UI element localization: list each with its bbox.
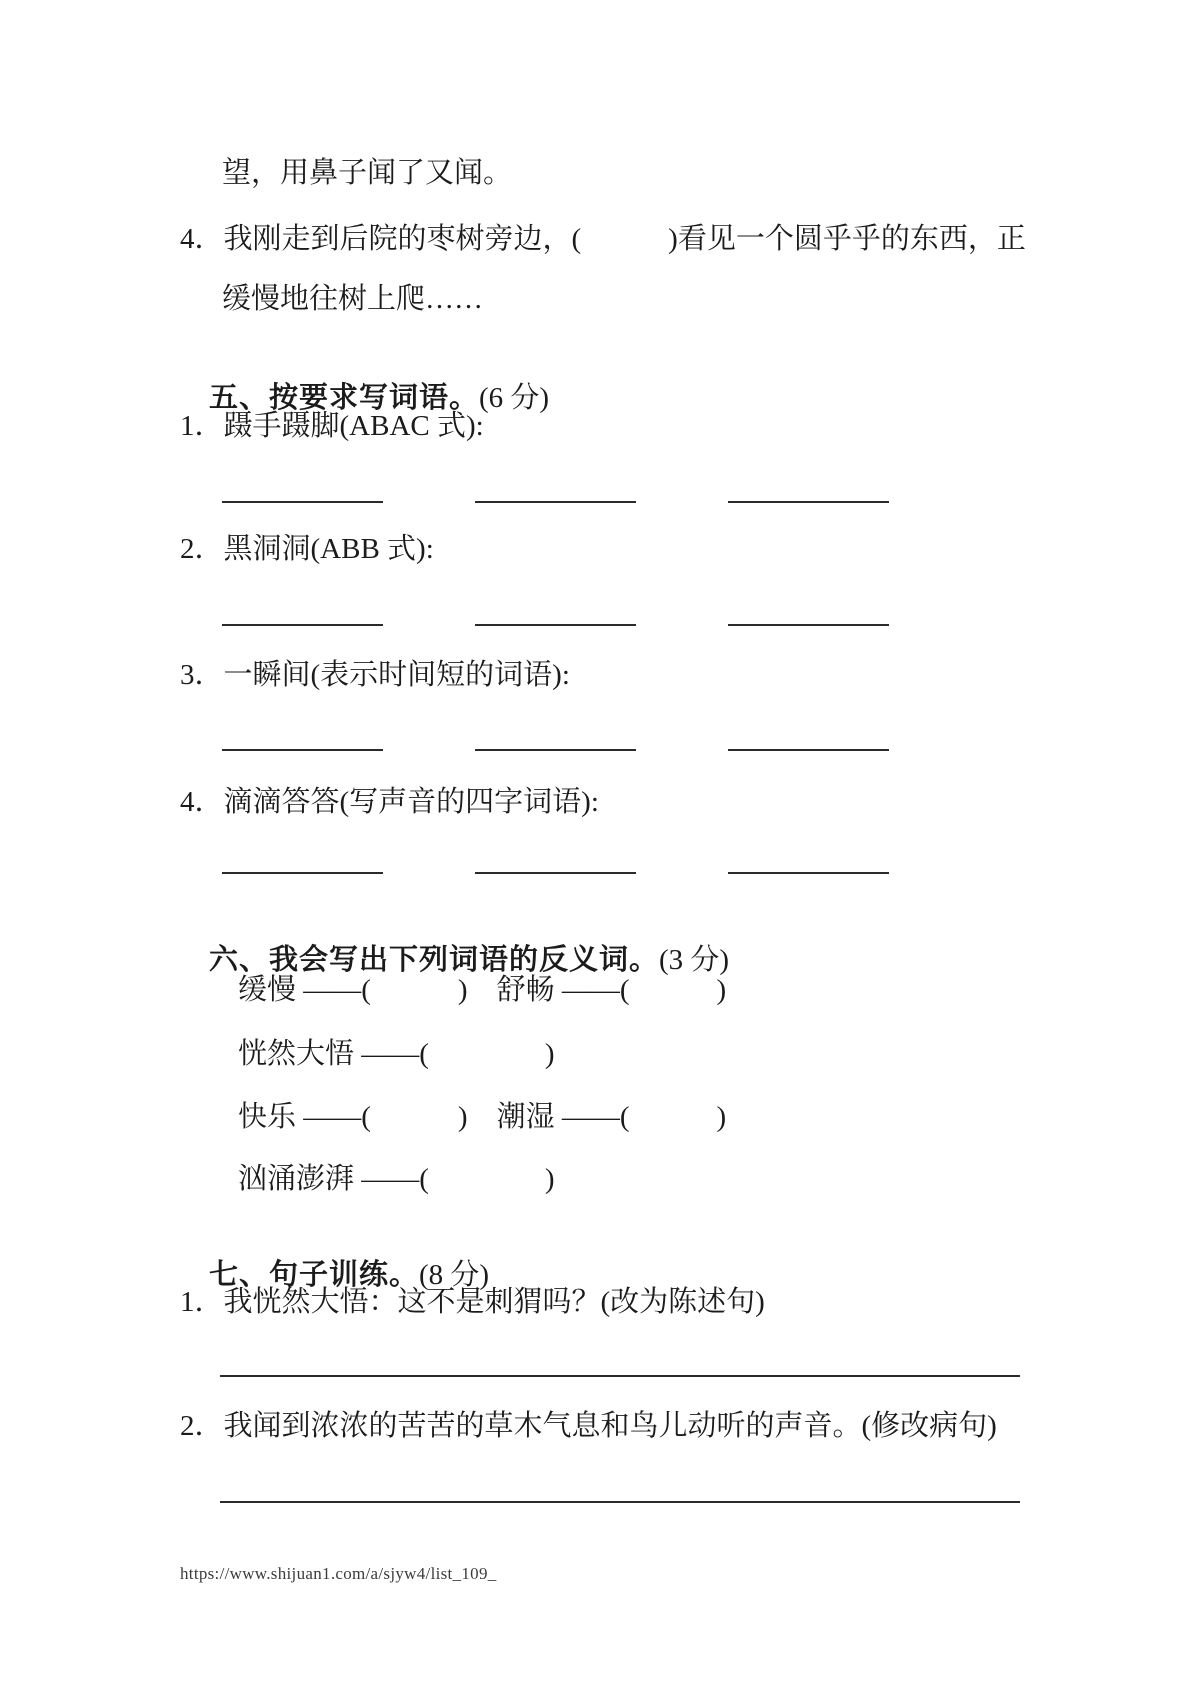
section-five-score: (6 分) [479, 382, 550, 415]
question-4-carryover-text: 望，用鼻子闻了又闻。 [222, 157, 513, 189]
antonym-row-2: 恍然大悟 ——( ) [238, 1038, 555, 1070]
section-six-score: (3 分) [659, 944, 730, 977]
word-exercise-4-label: 4．滴滴答答(写声音的四字词语): [180, 786, 599, 818]
word-exercise-3-label: 3．一瞬间(表示时间短的词语): [180, 659, 570, 691]
answer-blank [728, 872, 889, 874]
answer-blank [222, 624, 383, 626]
sentence-exercise-1-label: 1．我恍然大悟：这不是刺猬吗？(改为陈述句) [180, 1286, 765, 1318]
answer-blank [475, 872, 636, 874]
section-six-title: 六、我会写出下列词语的反义词。 [209, 944, 660, 977]
answer-blank [222, 501, 383, 503]
section-five-title: 五、按要求写词语。 [209, 382, 480, 415]
answer-line [220, 1501, 1020, 1503]
word-exercise-1-blanks [222, 501, 889, 503]
question-4-continuation-text: 缓慢地往树上爬…… [222, 283, 484, 315]
answer-blank [728, 624, 889, 626]
answer-blank [475, 501, 636, 503]
section-seven-title: 七、句子训练。 [209, 1259, 420, 1292]
word-exercise-2-blanks [222, 624, 889, 626]
answer-blank [222, 749, 383, 751]
answer-blank [728, 749, 889, 751]
answer-blank [475, 749, 636, 751]
source-url-text: https://www.shijuan1.com/a/sjyw4/list_109_ [180, 1564, 497, 1583]
word-exercise-1-label: 1．蹑手蹑脚(ABAC 式): [180, 410, 484, 442]
section-seven-score: (8 分) [419, 1259, 490, 1292]
antonym-row-4: 汹涌澎湃 ——( ) [238, 1163, 555, 1195]
answer-line [220, 1375, 1020, 1377]
antonym-row-3: 快乐 ——( ) 潮湿 ——( ) [238, 1101, 727, 1133]
sentence-exercise-2-label: 2．我闻到浓浓的苦苦的草木气息和鸟儿动听的声音。(修改病句) [180, 1410, 997, 1442]
question-4-text: 4．我刚走到后院的枣树旁边，( )看见一个圆乎乎的东西，正 [180, 223, 1026, 255]
word-exercise-4-blanks [222, 872, 889, 874]
answer-blank [475, 624, 636, 626]
answer-blank [222, 872, 383, 874]
word-exercise-2-label: 2．黑洞洞(ABB 式): [180, 533, 434, 565]
answer-blank [728, 501, 889, 503]
word-exercise-3-blanks [222, 749, 889, 751]
antonym-row-1: 缓慢 ——( ) 舒畅 ——( ) [238, 974, 727, 1006]
